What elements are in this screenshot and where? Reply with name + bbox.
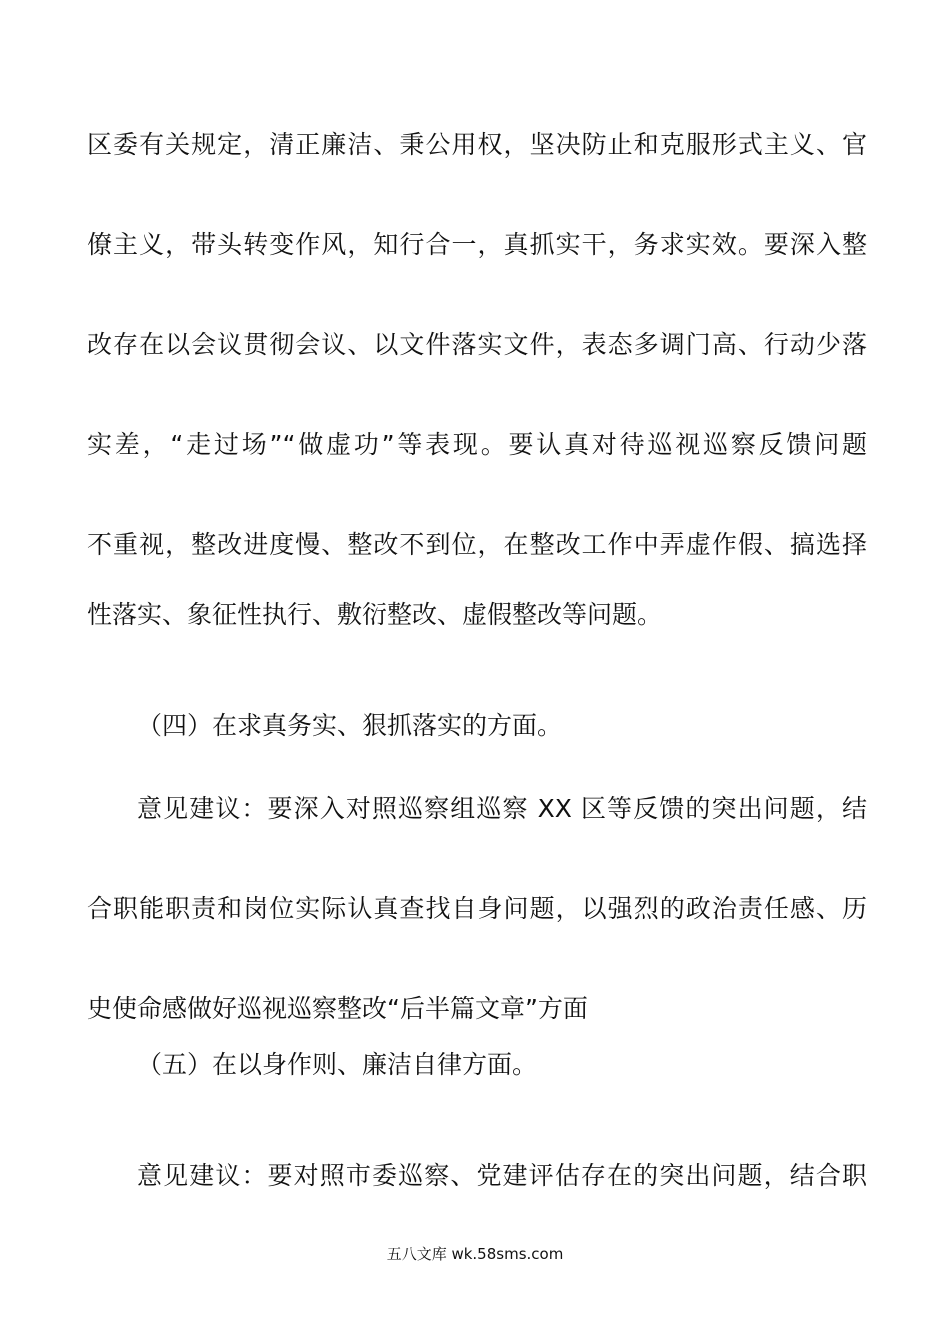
body-line-10: 史使命感做好巡视巡察整改“后半篇文章”方面	[87, 994, 588, 1023]
body-line-3: 改存在以会议贯彻会议、以文件落实文件，表态多调门高、行动少落	[87, 330, 867, 359]
body-line-9: 合职能职责和岗位实际认真查找自身问题，以强烈的政治责任感、历	[87, 894, 867, 923]
body-line-4: 实差，“走过场”“做虚功”等表现。要认真对待巡视巡察反馈问题	[87, 430, 867, 459]
body-line-1: 区委有关规定，清正廉洁、秉公用权，坚决防止和克服形式主义、官	[87, 130, 867, 159]
body-line-5: 不重视，整改进度慢、整改不到位，在整改工作中弄虚作假、搞选择	[87, 530, 867, 559]
footer-watermark: 五八文库 wk.58sms.com	[386, 1245, 564, 1263]
body-line-12: 意见建议：要对照市委巡察、党建评估存在的突出问题，结合职	[137, 1161, 867, 1190]
body-line-8: 意见建议：要深入对照巡察组巡察 XX 区等反馈的突出问题，结	[137, 794, 867, 823]
section-heading-4: （四）在求真务实、狠抓落实的方面。	[137, 711, 563, 740]
body-line-6: 性落实、象征性执行、敷衍整改、虚假整改等问题。	[87, 600, 663, 629]
body-line-2: 僚主义，带头转变作风，知行合一，真抓实干，务求实效。要深入整	[87, 230, 867, 259]
section-heading-5: （五）在以身作则、廉洁自律方面。	[137, 1050, 538, 1079]
